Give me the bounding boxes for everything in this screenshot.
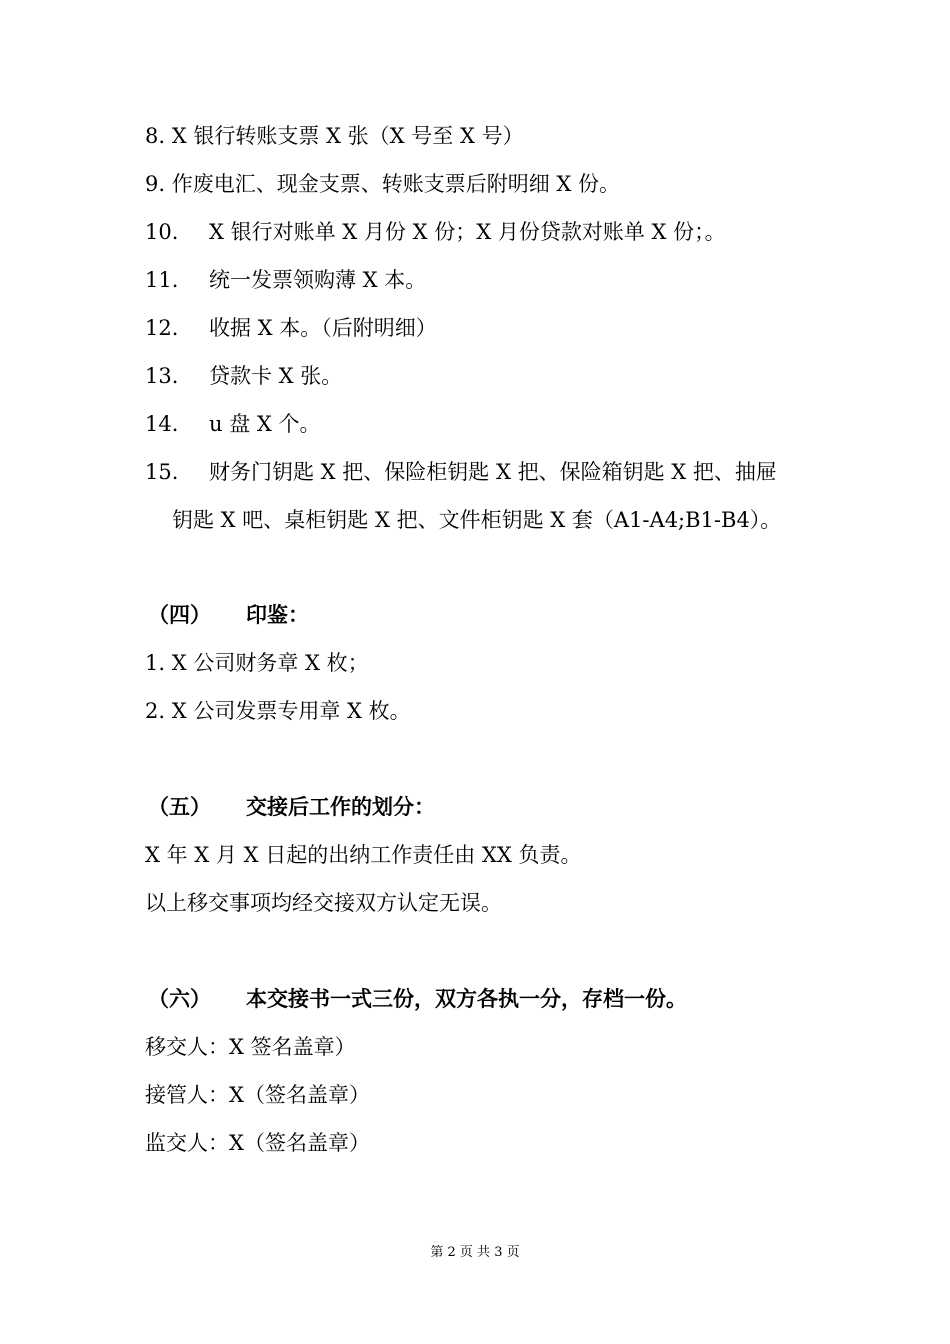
list-item-15-continuation: 钥匙 X 吧、桌柜钥匙 X 把、文件柜钥匙 X 套（A1-A4;B1-B4）。 bbox=[172, 508, 782, 532]
section-heading-5 bbox=[145, 792, 435, 822]
list-item-text: 贷款卡 X 张。 bbox=[209, 364, 343, 388]
section4-line-2: 2. X 公司发票专用章 X 枚。 bbox=[145, 699, 411, 723]
section5-line-2: 以上移交事项均经交接双方认定无误。 bbox=[145, 891, 502, 915]
list-item-number: 13. bbox=[145, 364, 179, 388]
list-item-11 bbox=[145, 265, 426, 295]
list-item-13 bbox=[145, 361, 342, 391]
section-number: （六） bbox=[148, 987, 211, 1011]
list-item-14 bbox=[145, 409, 321, 439]
list-item-text: u 盘 X 个。 bbox=[209, 412, 321, 436]
list-item-number: 11. bbox=[145, 268, 179, 292]
section-title: 本交接书一式三份，双方各执一分，存档一份。 bbox=[246, 987, 687, 1011]
list-item-15 bbox=[145, 457, 777, 487]
list-item-text: 收据 X 本。（后附明细） bbox=[209, 316, 437, 340]
signature-line-supervisor: 监交人：X（签名盖章） bbox=[145, 1131, 370, 1155]
section-heading-6 bbox=[145, 984, 687, 1014]
signature-line-transferor: 移交人：X 签名盖章） bbox=[145, 1035, 356, 1059]
signature-line-receiver: 接管人：X（签名盖章） bbox=[145, 1083, 370, 1107]
section5-line-1: X 年 X 月 X 日起的出纳工作责任由 XX 负责。 bbox=[145, 843, 582, 867]
list-item-number: 15. bbox=[145, 460, 179, 484]
list-item-10 bbox=[145, 217, 726, 247]
list-item-8 bbox=[145, 121, 524, 151]
section-number: （四） bbox=[148, 603, 211, 627]
page-footer: 第 2 页 共 3 页 bbox=[430, 1245, 520, 1260]
list-item-number: 14. bbox=[145, 412, 179, 436]
list-item-number: 12. bbox=[145, 316, 179, 340]
list-item-number: 10. bbox=[145, 220, 179, 244]
list-item-text: 财务门钥匙 X 把、保险柜钥匙 X 把、保险箱钥匙 X 把、抽屉 bbox=[209, 460, 777, 484]
list-item-text: 9. 作废电汇、现金支票、转账支票后附明细 X 份。 bbox=[145, 172, 621, 196]
section-title: 印鉴： bbox=[246, 603, 309, 627]
list-item-text: 8. X 银行转账支票 X 张（X 号至 X 号） bbox=[145, 124, 524, 148]
section-number: （五） bbox=[148, 795, 211, 819]
list-item-9 bbox=[145, 169, 620, 199]
section4-line-1: 1. X 公司财务章 X 枚； bbox=[145, 651, 369, 675]
section-title: 交接后工作的划分： bbox=[246, 795, 435, 819]
list-item-text: 统一发票领购薄 X 本。 bbox=[209, 268, 427, 292]
list-item-12 bbox=[145, 313, 437, 343]
section-heading-4 bbox=[145, 600, 309, 630]
list-item-text: X 银行对账单 X 月份 X 份；X 月份贷款对账单 X 份；。 bbox=[209, 220, 726, 244]
